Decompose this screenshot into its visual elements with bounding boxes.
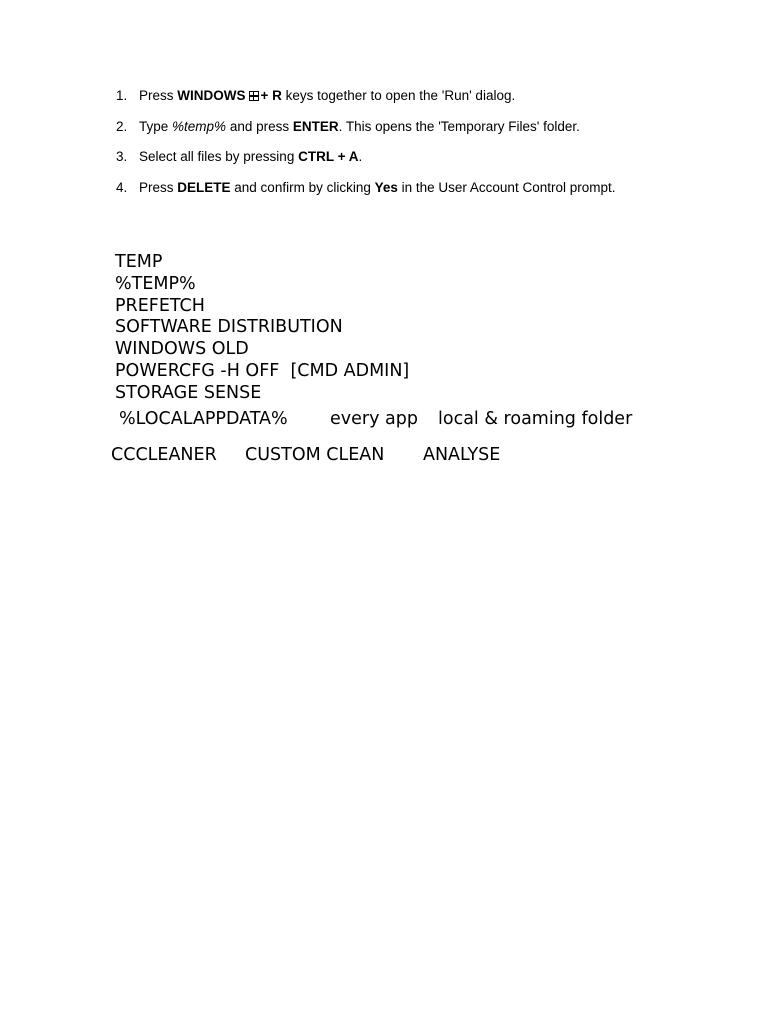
term-windows-old: WINDOWS OLD [115, 339, 249, 360]
appdata-folders: local & roaming folder [438, 409, 633, 429]
step-item-4 [116, 179, 615, 197]
term-temp: TEMP [115, 252, 163, 272]
step-number: 4. [116, 179, 128, 195]
step-number: 2. [116, 118, 128, 134]
command-text: %temp% [172, 118, 227, 134]
windows-logo-icon [249, 91, 259, 101]
cleanup-term-list [115, 252, 409, 405]
instruction-steps [116, 87, 615, 209]
key-label: CTRL + A [298, 149, 359, 164]
appdata-every-app: every app [330, 409, 418, 429]
ccleaner-analyse: ANALYSE [423, 445, 501, 465]
term-temp-var: %TEMP% [115, 273, 196, 294]
term-storage-sense: STORAGE SENSE [115, 382, 262, 403]
key-label: ENTER [292, 118, 339, 134]
term-prefetch: PREFETCH [115, 295, 205, 316]
step-number: 1. [116, 88, 128, 103]
step-item-1 [116, 87, 615, 105]
step-text: Press [139, 179, 178, 195]
step-text: and press [226, 118, 293, 134]
key-label: WINDOWS [177, 88, 246, 103]
key-label: + R [260, 88, 282, 103]
ccleaner-custom-clean: CUSTOM CLEAN [245, 445, 385, 465]
ccleaner-name: CCCLEANER [111, 445, 217, 465]
step-text: . [358, 149, 363, 164]
step-text: Type [139, 118, 173, 134]
step-text: keys together to open the 'Run' dialog. [281, 88, 516, 103]
step-item-3 [116, 148, 615, 166]
term-powercfg: POWERCFG -H OFF [CMD ADMIN] [115, 360, 410, 381]
step-text: and confirm by clicking [230, 179, 375, 195]
step-text: Select all files by pressing [139, 149, 299, 164]
step-text: Press [139, 88, 178, 103]
appdata-var: %LOCALAPPDATA% [119, 409, 288, 429]
key-label: DELETE [177, 179, 231, 195]
step-text: . This opens the 'Temporary Files' folder. [338, 118, 580, 134]
term-software-distribution: SOFTWARE DISTRIBUTION [115, 317, 343, 338]
step-item-2 [116, 118, 615, 136]
step-text: in the User Account Control prompt. [397, 179, 616, 195]
step-number: 3. [116, 149, 128, 164]
button-label: Yes [374, 179, 398, 195]
